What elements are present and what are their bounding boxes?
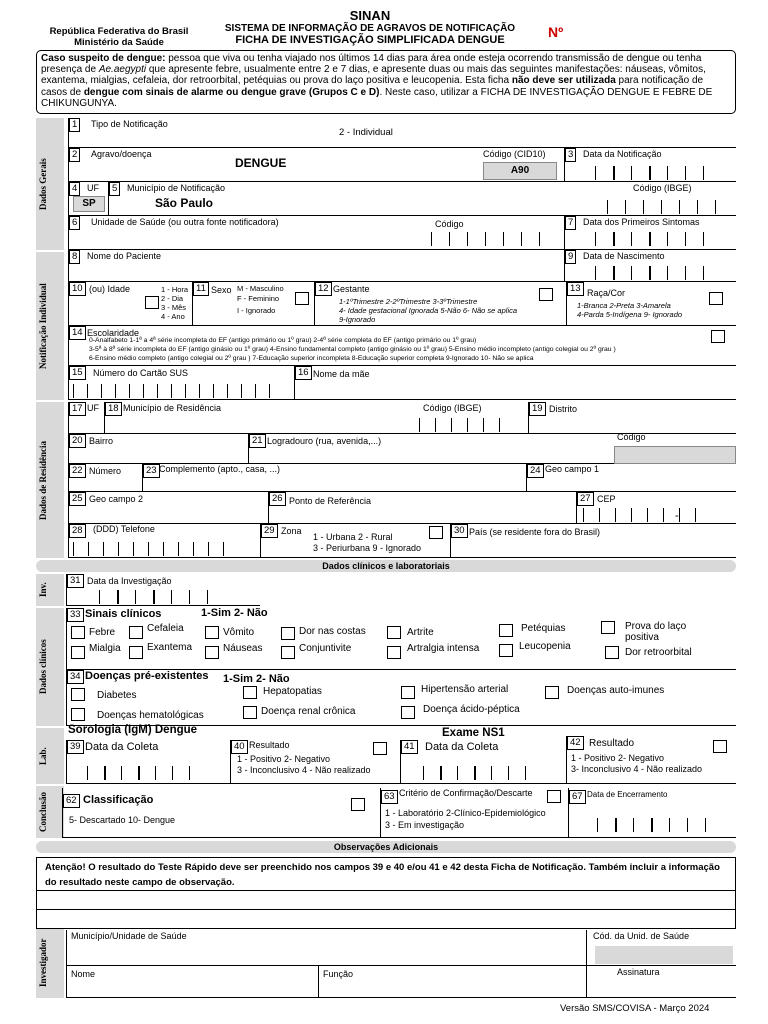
field-number: 67: [569, 790, 586, 804]
section-individual-label: Notificação Individual: [38, 283, 48, 369]
section-investigador-label: Investigador: [38, 938, 48, 988]
criterio-label: Critério de Confirmação/Descarte: [399, 788, 533, 798]
field-number: 3: [565, 148, 576, 162]
checkbox-nauseas[interactable]: [205, 646, 219, 659]
field-tipo-notificacao[interactable]: [68, 118, 736, 148]
sinal-cefaleia: Cefaleia: [147, 623, 184, 634]
cep-ticks: [583, 508, 711, 522]
date-ticks: [99, 590, 225, 604]
sinal-artralgia: Artralgia intensa: [407, 643, 480, 654]
uf-label: UF: [87, 183, 99, 193]
field-number: 40: [231, 740, 248, 754]
field-classificacao[interactable]: [62, 788, 380, 838]
date-ticks: [595, 166, 721, 180]
section-inv-label: Inv.: [38, 582, 48, 598]
case-text3: para notificação de casos de: [41, 75, 704, 98]
sinal-dor-retroorbital: Dor retroorbital: [625, 647, 692, 658]
checkbox-petequias[interactable]: [499, 624, 513, 637]
resultado-ns1-checkbox[interactable]: [713, 740, 727, 753]
field-data-nascimento[interactable]: [564, 250, 736, 282]
cep-dash: -: [675, 510, 679, 522]
doenca-auto-imunes: Doenças auto-imunes: [567, 685, 665, 696]
idade-opt4: 4 - Ano: [161, 312, 185, 321]
case-species: Ae.aegypti: [98, 64, 147, 76]
field-number: 29: [261, 524, 278, 538]
field-resultado-sorologia[interactable]: [230, 740, 400, 784]
sinal-exantema: Exantema: [147, 642, 193, 653]
doencas-legend: 1-Sim 2- Não: [223, 673, 290, 685]
obs-line1: [37, 890, 735, 891]
gestante-opts1: 1-1ºTrimestre 2-2ºTrimestre 3-3ºTrimestre: [339, 297, 478, 306]
field-criterio[interactable]: [380, 788, 568, 838]
field-municipio-unidade[interactable]: [66, 930, 586, 966]
checkbox-exantema[interactable]: [129, 646, 143, 659]
field-cep[interactable]: [576, 492, 736, 524]
field-funcao[interactable]: [318, 966, 586, 998]
field-data-investigacao[interactable]: [66, 574, 260, 606]
tipo-notificacao-label: Tipo de Notificação: [91, 119, 168, 129]
resultado-label: Resultado: [249, 740, 290, 750]
field-data-coleta-sorologia[interactable]: [66, 740, 230, 784]
ns1-title: Exame NS1: [442, 727, 505, 739]
field-number: 15: [69, 366, 86, 380]
raca-opts2: 4-Parda 5-Indígena 9- Ignorado: [577, 310, 683, 319]
checkbox-conjuntivite[interactable]: [281, 646, 295, 659]
field-pais[interactable]: [450, 524, 736, 558]
checkbox-febre[interactable]: [71, 626, 85, 639]
cep-label: CEP: [597, 494, 616, 504]
doenca-hematologicas: Doenças hematológicas: [97, 710, 204, 721]
case-text2: que apresente febre, usualmente entre 2 e 7 dias, e apresente duas ou mais das seguintes manifestações: náuseas, vômitos, exantema, mialgias, cefaleia, dor retroorbital, petéquias ou prova do laço positiva e leucopenia. Esta ficha: [41, 64, 706, 87]
unidade-label: Unidade de Saúde (ou outra fonte notificadora): [91, 217, 279, 227]
sexo-opt2: F - Feminino: [237, 294, 280, 303]
zona-opt2: 3 - Periurbana 9 - Ignorado: [313, 543, 422, 553]
checkbox-dor-retroorbital[interactable]: [605, 646, 619, 659]
ibge-residencia-label: Código (IBGE): [423, 403, 482, 413]
cod-unidade-label: Cód. da Unid. de Saúde: [593, 931, 690, 941]
data-sintomas-label: Data dos Primeiros Sintomas: [583, 217, 700, 227]
sinal-febre: Febre: [89, 627, 116, 638]
nome-paciente-label: Nome do Paciente: [87, 251, 162, 261]
field-zona[interactable]: [260, 524, 450, 558]
footer-version: Versão SMS/COVISA - Março 2024: [560, 1003, 710, 1014]
cod-unidade-value: [595, 946, 733, 964]
ponto-referencia-label: Ponto de Referência: [289, 496, 372, 506]
field-number: 20: [69, 434, 86, 448]
sinal-vomito: Vômito: [223, 627, 255, 638]
field-number: 2: [69, 148, 80, 162]
municipio-residencia-label: Município de Residência: [123, 403, 222, 413]
cid-label: Código (CID10): [483, 149, 546, 159]
classificacao-checkbox[interactable]: [351, 798, 365, 811]
sinal-leucopenia: Leucopenia: [519, 641, 571, 652]
doenca-diabetes: Diabetes: [97, 690, 137, 701]
idade-unit-checkbox[interactable]: [145, 296, 159, 309]
field-number: 41: [401, 740, 418, 754]
numero-label: Número: [89, 466, 122, 476]
field-unidade-saude[interactable]: [68, 216, 564, 250]
checkbox-cefaleia[interactable]: [129, 626, 143, 639]
zona-opt1: 1 - Urbana 2 - Rural: [313, 532, 393, 542]
field-number: 1: [69, 118, 80, 132]
tipo-notificacao-value: 2 - Individual: [339, 127, 393, 138]
field-municipio-residencia[interactable]: [104, 402, 528, 434]
checkbox-artrite[interactable]: [387, 626, 401, 639]
field-sexo[interactable]: [192, 282, 314, 326]
field-number: 17: [69, 402, 86, 416]
case-lead: Caso suspeito de dengue:: [41, 53, 166, 64]
zona-label: Zona: [281, 526, 302, 536]
field-number: 27: [577, 492, 594, 506]
municipio-unidade-label: Município/Unidade de Saúde: [71, 931, 187, 941]
date-ticks: [87, 766, 206, 780]
field-number: 14: [69, 326, 86, 340]
data-coleta-ns1-label: Data da Coleta: [425, 741, 499, 753]
field-cod-unidade[interactable]: [586, 930, 736, 966]
date-ticks: [595, 232, 721, 246]
sinal-petequias: Petéquias: [521, 623, 566, 634]
doencas-label: Doenças pré-existentes: [85, 670, 209, 682]
logradouro-code-label: Código: [617, 432, 646, 442]
sinal-prova-laco: Prova do laço positiva: [625, 621, 687, 643]
field-ponto-referencia[interactable]: [268, 492, 576, 524]
data-coleta-label: Data da Coleta: [85, 741, 159, 753]
field-number: 19: [529, 402, 546, 416]
uf-value: SP: [73, 196, 105, 212]
serology-title: Sorologia (IgM) Dengue: [68, 724, 198, 736]
field-number: 31: [67, 574, 84, 588]
municipio-label: Município de Notificação: [127, 183, 226, 193]
resultado-opt2: 3 - Inconclusivo 4 - Não realizado: [237, 765, 371, 775]
observations-note: Atenção! O resultado do Teste Rápido deve ser preenchido nos campos 39 e 40 e/ou 41 e 42 desta Ficha de Notificação. Também incluir a informação do resultado neste campo de observação.: [45, 862, 720, 888]
sinal-mialgia: Mialgia: [89, 643, 121, 654]
escolaridade-l2: 3-5ª à 8ª série incompleta do EF (antigo ginásio ou 1º grau) 4-Ensino fundamental completo (antigo ginásio ou 1º grau) 5-Ensino médio incompleto (antigo colegial ou 2º grau ): [89, 346, 616, 353]
assinatura-label: Assinatura: [617, 967, 660, 977]
case-text4: . Neste caso, utilizar a FICHA DE INVESTIGAÇÃO DENGUE E FEBRE DE CHIKUNGUNYA.: [41, 86, 713, 109]
doenca-hepatopatias: Hepatopatias: [263, 686, 322, 697]
checkbox-mialgia[interactable]: [71, 646, 85, 659]
subtitle2: FICHA DE INVESTIGAÇÃO SIMPLIFICADA DENGUE: [235, 34, 505, 46]
nome-mae-label: Nome da mãe: [313, 369, 370, 379]
field-idade[interactable]: [68, 282, 192, 326]
checkbox-renal[interactable]: [243, 706, 257, 719]
checkbox-prova-laco[interactable]: [601, 621, 615, 634]
field-cartao-sus[interactable]: [68, 366, 294, 400]
field-number: 21: [249, 434, 266, 448]
field-distrito[interactable]: [528, 402, 736, 434]
sinal-dor-costas: Dor nas costas: [299, 626, 366, 637]
criterio-opt2: 3 - Em investigação: [385, 820, 465, 830]
idade-opt1: 1 - Hora: [161, 285, 189, 294]
field-number: 25: [69, 492, 86, 506]
ibge-ticks: [419, 418, 515, 432]
field-data-encerramento[interactable]: [568, 788, 736, 838]
checkbox-vomito[interactable]: [205, 626, 219, 639]
field-number: 5: [109, 182, 120, 196]
field-number: 30: [451, 524, 468, 538]
classificacao-label: Classificação: [83, 794, 154, 806]
ibge-ticks: [607, 200, 733, 214]
logradouro-code: [614, 446, 736, 464]
sexo-opt3: I - Ignorado: [237, 306, 276, 315]
classificacao-opts: 5- Descartado 10- Dengue: [69, 815, 176, 825]
sinal-artrite: Artrite: [407, 627, 434, 638]
nome-investigador-label: Nome: [71, 969, 96, 979]
obs-banner: Observações Adicionais: [36, 841, 736, 853]
gestante-checkbox[interactable]: [539, 288, 553, 301]
checkbox-hepatopatias[interactable]: [243, 686, 257, 699]
doenca-renal: Doença renal crônica: [261, 706, 356, 717]
field-number: 34: [67, 670, 84, 684]
section-lab-label: Lab.: [38, 747, 48, 765]
org-header: [38, 26, 200, 48]
field-number: 11: [193, 282, 209, 296]
field-number: 10: [69, 282, 86, 296]
sinal-conjuntivite: Conjuntivite: [299, 643, 352, 654]
section-gerais-label: Dados Gerais: [38, 158, 48, 210]
field-escolaridade[interactable]: [68, 326, 736, 366]
escolaridade-label: Escolaridade: [87, 328, 140, 338]
field-gestante[interactable]: [314, 282, 566, 326]
field-telefone[interactable]: [68, 524, 260, 558]
field-number: 13: [567, 282, 584, 296]
case-bold1: não deve ser utilizada: [511, 75, 616, 87]
gestante-label: Gestante: [333, 284, 370, 294]
sinais-legend: 1-Sim 2- Não: [201, 607, 268, 619]
sexo-opt1: M - Masculino: [237, 284, 284, 293]
field-number: 18: [105, 402, 122, 416]
resultado-ns1-opt2: 3- Inconclusivo 4 - Não realizado: [571, 764, 703, 774]
field-number: 16: [295, 366, 312, 380]
checkbox-artralgia[interactable]: [387, 646, 401, 659]
date-ticks: [595, 266, 721, 280]
checkbox-hematologicas[interactable]: [71, 708, 85, 721]
escolaridade-l3: 6-Ensino médio completo (antigo colegial ou 2º grau ) 7-Educação superior incompleta 8-Educação superior completa 9-Ignorado 10- Não se aplica: [89, 355, 534, 362]
obs-line2: [37, 909, 735, 910]
field-numero[interactable]: [68, 464, 142, 492]
sinais-label: Sinais clínicos: [85, 608, 162, 620]
field-number: 39: [67, 740, 84, 754]
raca-opts1: 1-Branca 2-Preta 3-Amarela: [577, 301, 671, 310]
field-data-notificacao[interactable]: [564, 148, 736, 182]
doenca-acido-peptica: Doença ácido-péptica: [423, 704, 520, 715]
field-number: 22: [69, 464, 86, 478]
pais-label: País (se residente fora do Brasil): [469, 527, 601, 537]
resultado-opt1: 1 - Positivo 2- Negativo: [237, 754, 331, 764]
data-notificacao-label: Data da Notificação: [583, 149, 662, 159]
logradouro-label: Logradouro (rua, avenida,...): [267, 436, 382, 446]
field-geo1[interactable]: [526, 464, 736, 492]
field-number: 26: [269, 492, 286, 506]
field-uf-residencia[interactable]: [68, 402, 104, 434]
section-conclusao-label: Conclusão: [38, 792, 48, 833]
doenca-hipertensao: Hipertensão arterial: [421, 684, 509, 695]
distrito-label: Distrito: [549, 404, 578, 414]
field-doencas-preexistentes: [66, 670, 736, 726]
checkbox-dor-costas[interactable]: [281, 627, 295, 640]
field-data-coleta-ns1[interactable]: [400, 740, 566, 784]
form-number-label: Nº: [548, 24, 564, 40]
geo2-label: Geo campo 2: [89, 494, 144, 504]
field-geo2[interactable]: [68, 492, 268, 524]
field-sinais-clinicos: [66, 608, 736, 670]
field-number: 4: [69, 182, 80, 196]
sinal-nauseas: Náuseas: [223, 643, 263, 654]
clinicos-banner: Dados clínicos e laboratoriais: [36, 560, 736, 572]
criterio-opt1: 1 - Laboratório 2-Clínico-Epidemiológico: [385, 808, 546, 818]
ibge-label: Código (IBGE): [633, 183, 692, 193]
field-number: 33: [67, 608, 84, 622]
resultado-ns1-opt1: 1 - Positivo 2- Negativo: [571, 753, 665, 763]
checkbox-acido-peptica[interactable]: [401, 706, 415, 719]
idade-opt3: 3 - Mês: [161, 303, 187, 312]
subtitle1: SISTEMA DE INFORMAÇÃO DE AGRAVOS DE NOTIFICAÇÃO: [224, 23, 516, 34]
uf-residencia-label: UF: [87, 403, 99, 413]
field-number: 12: [315, 282, 332, 296]
bairro-label: Bairro: [89, 436, 114, 446]
field-number: 6: [69, 216, 80, 230]
field-number: 28: [69, 524, 86, 538]
field-raca[interactable]: [566, 282, 736, 326]
org-line1: República Federativa do Brasil: [49, 26, 189, 37]
date-ticks: [423, 766, 542, 780]
data-nascimento-label: Data de Nascimento: [583, 251, 665, 261]
unidade-code-label: Código: [435, 219, 464, 229]
field-number: 7: [565, 216, 576, 230]
field-resultado-ns1[interactable]: [566, 736, 736, 784]
cartao-sus-label: Número do Cartão SUS: [93, 368, 189, 378]
raca-label: Raça/Cor: [587, 288, 626, 298]
field-number: 9: [565, 250, 576, 264]
case-text1: pessoa que viva ou tenha viajado nos últimos 14 dias para área onde esteja ocorrendo transmissão de dengue ou tenha presença de: [41, 53, 702, 76]
field-nome-paciente[interactable]: [68, 250, 564, 282]
idade-label: (ou) Idade: [89, 284, 131, 294]
resultado-sorologia-checkbox[interactable]: [373, 742, 387, 755]
checkbox-hipertensao[interactable]: [401, 686, 415, 699]
criterio-checkbox[interactable]: [547, 790, 561, 803]
field-number: 42: [567, 736, 584, 750]
sexo-checkbox[interactable]: [295, 292, 309, 305]
case-definition: [36, 50, 736, 114]
raca-checkbox[interactable]: [709, 292, 723, 305]
field-data-sintomas[interactable]: [564, 216, 736, 250]
field-number: 8: [69, 250, 80, 264]
field-municipio-notificacao[interactable]: [108, 182, 736, 216]
data-encerramento-label: Data de Encerramento: [587, 790, 668, 799]
agravo-value: DENGUE: [235, 156, 287, 170]
field-uf-notificacao[interactable]: [68, 182, 108, 216]
sus-ticks: [73, 384, 283, 398]
complemento-label: Complemento (apto., casa, ...): [159, 464, 281, 474]
field-number: 24: [527, 464, 544, 478]
section-residencia-label: Dados de Residência: [38, 440, 48, 520]
field-nome-mae[interactable]: [294, 366, 736, 400]
gestante-opts2: 4- Idade gestacional Ignorada 5-Não 6- Não se aplica: [339, 306, 518, 315]
field-bairro[interactable]: [68, 434, 248, 464]
idade-opt2: 2 - Dia: [161, 294, 184, 303]
field-nome-investigador[interactable]: [66, 966, 318, 998]
org-line2: Ministério da Saúde: [74, 37, 164, 48]
resultado-ns1-label: Resultado: [589, 738, 635, 749]
observations-box[interactable]: [36, 857, 736, 929]
municipio-value: São Paulo: [155, 196, 214, 210]
system-name: SINAN: [349, 8, 391, 23]
field-number: 23: [143, 464, 160, 478]
field-number: 63: [381, 790, 398, 804]
funcao-label: Função: [323, 969, 354, 979]
escolaridade-l1: 0-Analfabeto 1-1ª a 4ª série incompleta do EF (antigo primário ou 1º grau) 2-4ª série completa do EF (antigo primário ou 1º grau): [89, 337, 477, 344]
gestante-opts3: 9-Ignorado: [339, 315, 376, 324]
case-bold2: dengue com sinais de alarme ou dengue grave (Grupos C e D): [83, 86, 380, 98]
cid-code: A90: [483, 162, 557, 180]
zona-checkbox[interactable]: [429, 526, 443, 539]
checkbox-diabetes[interactable]: [71, 688, 85, 701]
section-clinicos-label: Dados clínicos: [38, 639, 48, 695]
checkbox-leucopenia[interactable]: [499, 644, 513, 657]
checkbox-auto-imunes[interactable]: [545, 686, 559, 699]
form-title: [210, 8, 530, 46]
field-assinatura[interactable]: [586, 966, 736, 998]
sexo-label: Sexo: [211, 285, 232, 295]
escolaridade-checkbox[interactable]: [711, 330, 725, 343]
unidade-code-ticks: [431, 232, 557, 246]
geo1-label: Geo campo 1: [545, 464, 600, 474]
field-complemento[interactable]: [142, 464, 526, 492]
telefone-ticks: [73, 542, 238, 556]
data-investigacao-label: Data da Investigação: [87, 576, 172, 586]
agravo-label: Agravo/doença: [91, 149, 152, 159]
date-ticks: [597, 818, 723, 832]
telefone-label: (DDD) Telefone: [93, 524, 155, 534]
field-number: 62: [63, 794, 80, 808]
